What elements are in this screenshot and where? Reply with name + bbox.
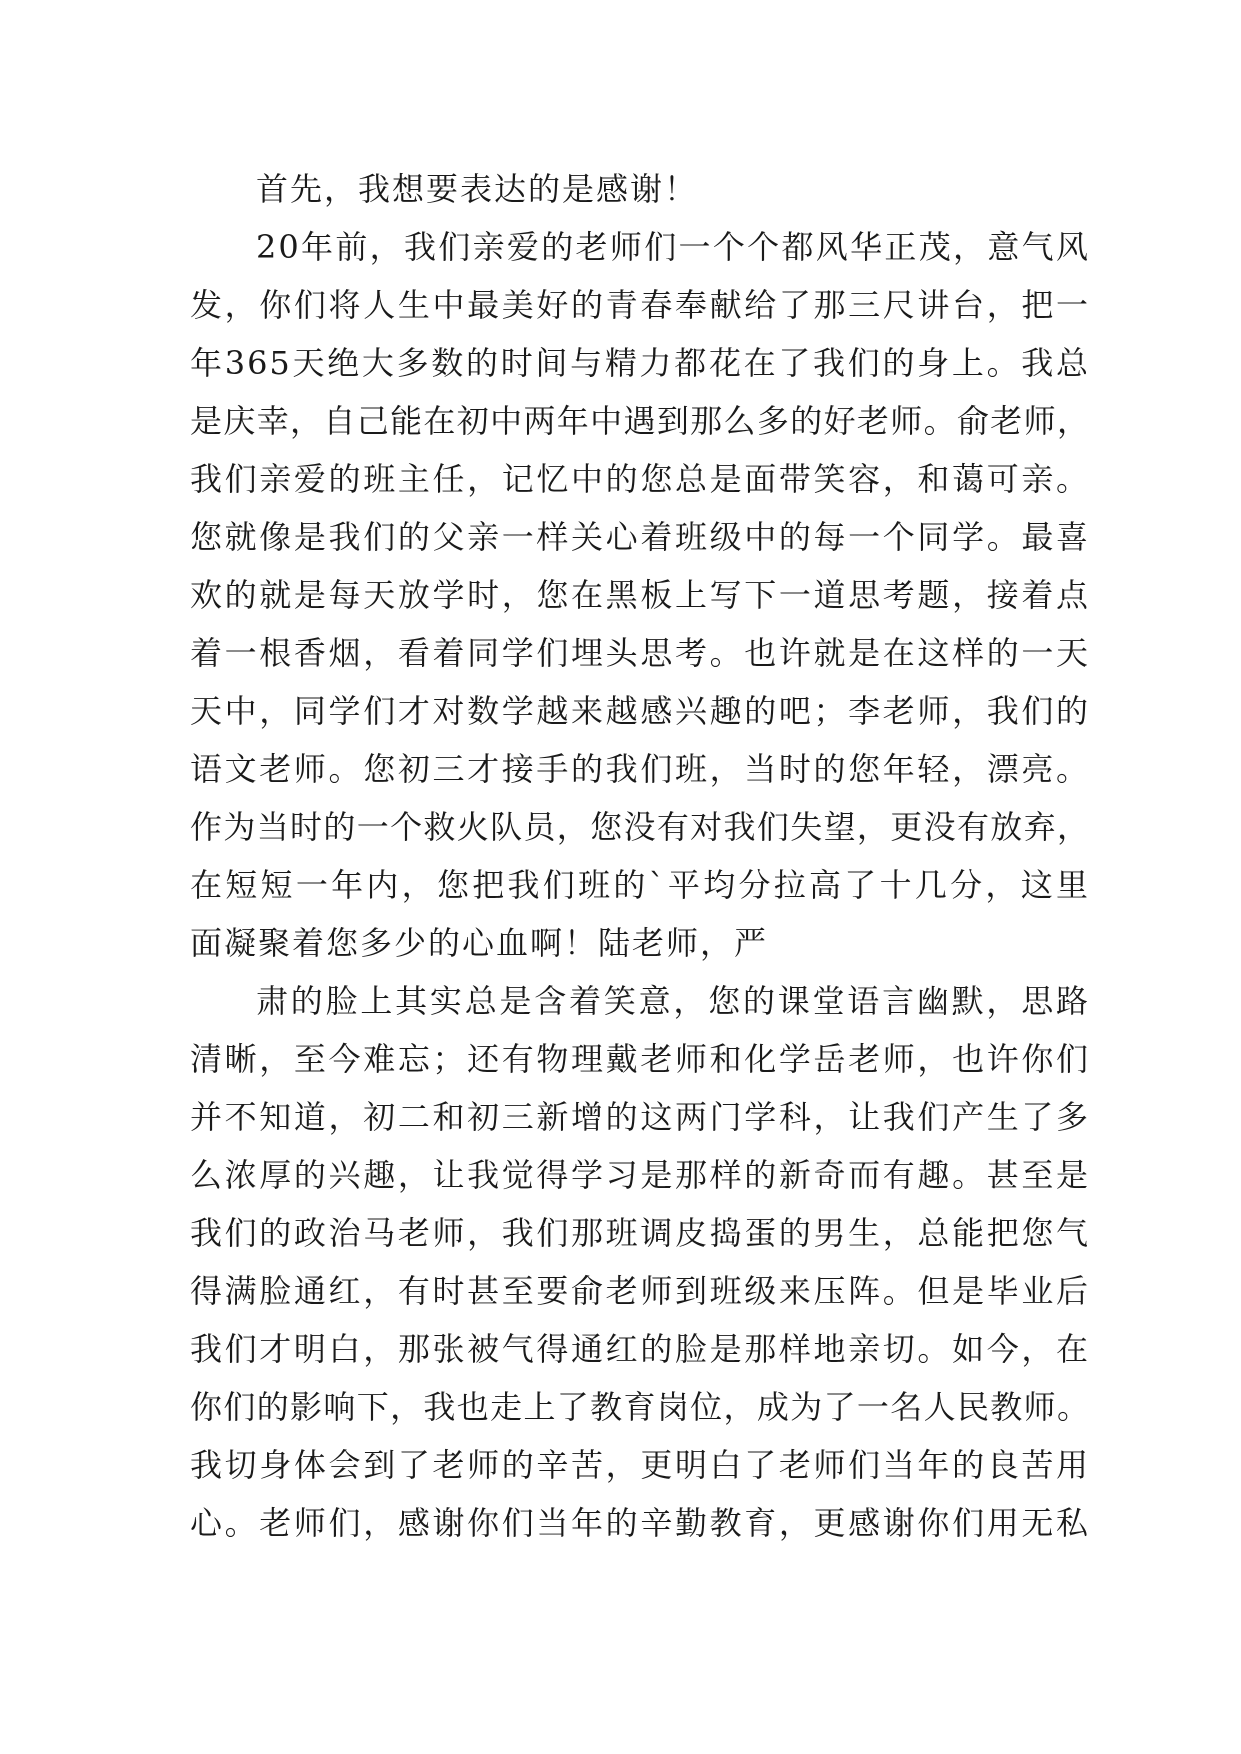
text-line: 20年前，我们亲爱的老师们一个个都风华正茂，意气风 bbox=[256, 228, 1090, 266]
text-line: 清晰，至今难忘；还有物理戴老师和化学岳老师，也许你们 bbox=[190, 1040, 1090, 1078]
text-line: 您就像是我们的父亲一样关心着班级中的每一个同学。最喜 bbox=[190, 518, 1090, 556]
text-line: 并不知道，初二和初三新增的这两门学科，让我们产生了多 bbox=[190, 1098, 1090, 1136]
body-text bbox=[190, 160, 1090, 1552]
text-line: 语文老师。您初三才接手的我们班，当时的您年轻，漂亮。 bbox=[190, 750, 1090, 788]
text-line: 在短短一年内，您把我们班的`平均分拉高了十几分，这里 bbox=[190, 866, 1090, 904]
text-line: 么浓厚的兴趣，让我觉得学习是那样的新奇而有趣。甚至是 bbox=[190, 1156, 1090, 1194]
text-line: 你们的影响下，我也走上了教育岗位，成为了一名人民教师。 bbox=[190, 1388, 1090, 1426]
text-line: 我们才明白，那张被气得通红的脸是那样地亲切。如今，在 bbox=[190, 1330, 1090, 1368]
text-line: 肃的脸上其实总是含着笑意，您的课堂语言幽默，思路 bbox=[256, 982, 1090, 1020]
text-line: 我们的政治马老师，我们那班调皮捣蛋的男生，总能把您气 bbox=[190, 1214, 1090, 1252]
text-line: 首先，我想要表达的是感谢！ bbox=[256, 170, 699, 208]
text-line: 面凝聚着您多少的心血啊！陆老师，严 bbox=[190, 924, 769, 962]
text-line: 得满脸通红，有时甚至要俞老师到班级来压阵。但是毕业后 bbox=[190, 1272, 1090, 1310]
text-line: 我们亲爱的班主任，记忆中的您总是面带笑容，和蔼可亲。 bbox=[190, 460, 1090, 498]
text-line: 天中，同学们才对数学越来越感兴趣的吧；李老师，我们的 bbox=[190, 692, 1090, 730]
text-line: 年365天绝大多数的时间与精力都花在了我们的身上。我总 bbox=[190, 344, 1090, 382]
text-line: 是庆幸，自己能在初中两年中遇到那么多的好老师。俞老师， bbox=[190, 402, 1090, 440]
paragraph-2 bbox=[190, 218, 1090, 972]
text-line: 着一根香烟，看着同学们埋头思考。也许就是在这样的一天 bbox=[190, 634, 1090, 672]
text-line: 发，你们将人生中最美好的青春奉献给了那三尺讲台，把一 bbox=[190, 286, 1090, 324]
text-line: 作为当时的一个救火队员，您没有对我们失望，更没有放弃， bbox=[190, 808, 1090, 846]
paragraph-3 bbox=[190, 972, 1090, 1552]
text-line: 我切身体会到了老师的辛苦，更明白了老师们当年的良苦用 bbox=[190, 1446, 1090, 1484]
text-line: 心。老师们，感谢你们当年的辛勤教育，更感谢你们用无私 bbox=[190, 1504, 1090, 1542]
paragraph-1 bbox=[190, 160, 1090, 218]
text-line: 欢的就是每天放学时，您在黑板上写下一道思考题，接着点 bbox=[190, 576, 1090, 614]
